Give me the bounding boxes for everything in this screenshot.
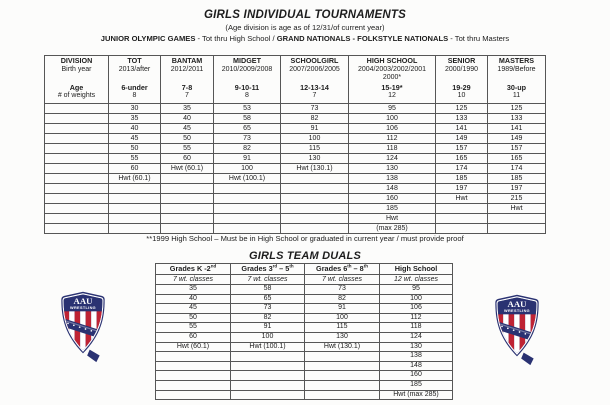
weight-cell: 112	[380, 313, 453, 323]
weight-count: 7	[185, 92, 189, 99]
birth-years-extra	[281, 74, 348, 83]
tagline-segment: - Tot thru Masters	[448, 34, 510, 43]
weight-cell	[214, 204, 281, 214]
weight-cell: 118	[349, 144, 436, 154]
weight-cell: 30	[109, 104, 161, 114]
weight-cell: 73	[281, 104, 349, 114]
page-subtitle: (Age division is age as of 12/31/of current year)	[225, 23, 385, 32]
weight-cell: Hwt (100.1)	[214, 174, 281, 184]
weight-cell	[214, 224, 281, 234]
weight-cell: 160	[349, 194, 436, 204]
team-duals-table	[155, 263, 453, 400]
weight-cell: 185	[380, 380, 453, 390]
weight-cell: 35	[156, 285, 231, 295]
table-row	[45, 104, 546, 114]
weight-cell: 185	[436, 174, 488, 184]
division-name: DIVISION	[60, 56, 93, 65]
weight-cell	[436, 204, 488, 214]
weight-cell: 100	[349, 114, 436, 124]
column-header	[45, 56, 109, 104]
weight-cell	[45, 174, 109, 184]
weight-cell: 149	[488, 134, 546, 144]
weight-cell	[109, 224, 161, 234]
birth-years-extra	[436, 74, 487, 83]
grade-column-header: Grades 6th – 8th	[305, 264, 380, 275]
weight-cell: 82	[281, 114, 349, 124]
table-row	[45, 174, 546, 184]
weight-cell	[156, 352, 231, 362]
duals-table-body	[156, 264, 453, 400]
weight-cell	[45, 114, 109, 124]
birth-years-extra	[45, 74, 108, 83]
weight-cell: Hwt	[436, 194, 488, 204]
table-row	[156, 313, 453, 323]
logo-wrestling-text: WRESTLING	[70, 306, 96, 311]
weight-cell: 197	[436, 184, 488, 194]
weight-cell: 100	[305, 313, 380, 323]
column-header	[214, 56, 281, 104]
column-header	[349, 56, 436, 104]
birth-years: 2000/1990	[444, 65, 479, 73]
logo-aau-text: AAU	[73, 296, 93, 307]
weight-cell: 40	[161, 114, 214, 124]
weight-cell: 100	[214, 164, 281, 174]
weight-cell: 124	[349, 154, 436, 164]
weight-cell	[214, 184, 281, 194]
birth-years: 2007/2006/2005	[289, 65, 340, 73]
weight-count: 7	[312, 92, 317, 99]
weight-cell	[45, 124, 109, 134]
weight-cell	[161, 214, 214, 224]
weight-count: 11	[512, 92, 521, 99]
weight-cell: 65	[231, 294, 305, 304]
logo-wrestling-text: WRESTLING	[504, 309, 530, 314]
weight-cell: 185	[349, 204, 436, 214]
weight-cell: 138	[380, 352, 453, 362]
weight-cell	[436, 224, 488, 234]
grade-column-header: Grades 3rd – 5th	[231, 264, 305, 275]
weight-cell	[45, 194, 109, 204]
tagline-bold-segment: JUNIOR OLYMPIC GAMES	[100, 34, 196, 43]
weight-cell: 100	[281, 134, 349, 144]
weight-cell: 106	[349, 124, 436, 134]
table-row	[156, 332, 453, 342]
weight-cell: Hwt (max 285)	[380, 390, 453, 400]
table-row	[45, 134, 546, 144]
weight-cell	[156, 380, 231, 390]
weight-cell: 133	[436, 114, 488, 124]
weight-cell: 58	[214, 114, 281, 124]
weight-cell	[45, 104, 109, 114]
weight-cell: 141	[488, 124, 546, 134]
weight-cell	[161, 184, 214, 194]
tagline-segment: - Tot thru High School /	[195, 34, 277, 43]
birth-years: 2004/2003/2002/2001	[357, 65, 427, 73]
table-row	[156, 361, 453, 371]
division-name: MASTERS	[498, 56, 535, 65]
weight-cell: 112	[349, 134, 436, 144]
weight-cell: 50	[156, 313, 231, 323]
weight-cell	[161, 174, 214, 184]
column-header	[281, 56, 349, 104]
weight-count: 10	[457, 92, 466, 99]
weight-cell: Hwt	[488, 204, 546, 214]
weight-cell: 130	[349, 164, 436, 174]
weight-cell: 91	[231, 323, 305, 333]
weight-count: 8	[132, 92, 137, 99]
weight-cell: 60	[109, 164, 161, 174]
weight-cell: Hwt (60.1)	[161, 164, 214, 174]
column-header	[109, 56, 161, 104]
weight-cell: 40	[109, 124, 161, 134]
weight-cell: Hwt (130.1)	[281, 164, 349, 174]
column-header	[436, 56, 488, 104]
column-header	[161, 56, 214, 104]
weight-cell	[281, 174, 349, 184]
birth-years: Birth year	[61, 65, 92, 73]
weight-cell: 185	[488, 174, 546, 184]
age-range: 19-29	[452, 82, 471, 92]
weight-cell: 100	[231, 332, 305, 342]
age-range: 15-19*	[381, 82, 403, 92]
weight-cell	[109, 214, 161, 224]
weight-cell	[45, 224, 109, 234]
weight-cell: 197	[488, 184, 546, 194]
table-row	[156, 285, 453, 295]
duals-header-row	[156, 264, 453, 275]
division-name: BANTAM	[171, 56, 203, 65]
weight-cell	[45, 134, 109, 144]
weight-cell: 157	[488, 144, 546, 154]
weight-cell	[45, 204, 109, 214]
weight-cell: 55	[161, 144, 214, 154]
weight-cell	[281, 224, 349, 234]
wt-classes-cell: 7 wt. classes	[305, 275, 380, 285]
weight-cell	[214, 194, 281, 204]
division-name: MIDGET	[233, 56, 261, 65]
birth-years-extra: 2000*	[382, 74, 402, 81]
weight-cell: 73	[231, 304, 305, 314]
weight-cell	[45, 184, 109, 194]
weight-cell: 45	[156, 304, 231, 314]
table-row	[45, 124, 546, 134]
weight-cell	[281, 204, 349, 214]
table-row	[156, 323, 453, 333]
weight-cell	[488, 224, 546, 234]
weight-cell: 215	[488, 194, 546, 204]
weight-cell: 160	[380, 371, 453, 381]
division-name: SENIOR	[447, 56, 476, 65]
weight-cell	[281, 194, 349, 204]
weight-cell: 165	[436, 154, 488, 164]
weight-cell: 148	[349, 184, 436, 194]
events-tagline	[0, 34, 610, 43]
individual-tournaments-table	[44, 55, 546, 234]
weight-cell	[305, 352, 380, 362]
weight-cell: 73	[214, 134, 281, 144]
wt-classes-cell: 12 wt. classes	[380, 275, 453, 285]
weight-cell	[231, 352, 305, 362]
weight-cell	[156, 390, 231, 400]
weight-cell: 130	[380, 342, 453, 352]
weight-cell	[45, 154, 109, 164]
table-row	[45, 114, 546, 124]
birth-years-extra	[161, 74, 213, 83]
weight-cell	[231, 380, 305, 390]
weight-cell: 50	[109, 144, 161, 154]
weight-cell: 138	[349, 174, 436, 184]
weight-cell: 82	[231, 313, 305, 323]
weight-cell: 124	[380, 332, 453, 342]
table-row	[45, 214, 546, 224]
weight-cell: 148	[380, 361, 453, 371]
weight-cell: 60	[156, 332, 231, 342]
weight-cell: 55	[109, 154, 161, 164]
weight-cell	[45, 144, 109, 154]
weight-cell	[161, 204, 214, 214]
weight-cell: 73	[305, 285, 380, 295]
page-title: GIRLS INDIVIDUAL TOURNAMENTS	[204, 9, 406, 21]
birth-years: 2013/after	[118, 65, 151, 73]
weight-count: 12	[388, 92, 396, 99]
weight-cell: 45	[161, 124, 214, 134]
birth-years: 2010/2009/2008	[221, 65, 273, 73]
division-name: HIGH SCHOOL	[366, 56, 418, 65]
table-row	[156, 390, 453, 400]
birth-years: 2012/2011	[170, 65, 204, 73]
table-row	[156, 352, 453, 362]
weight-cell: 149	[436, 134, 488, 144]
ribbon-tail	[87, 350, 100, 363]
weight-cell: 157	[436, 144, 488, 154]
tagline-bold-segment: GRAND NATIONALS - FOLKSTYLE NATIONALS	[276, 34, 449, 43]
weight-cell: 82	[214, 144, 281, 154]
table-row	[156, 294, 453, 304]
weight-cell: 50	[161, 134, 214, 144]
weight-cell	[109, 204, 161, 214]
weight-cell	[305, 361, 380, 371]
table-row	[45, 224, 546, 234]
table-row	[156, 304, 453, 314]
weight-cell: 141	[436, 124, 488, 134]
weight-cell	[488, 214, 546, 224]
weight-cell	[305, 371, 380, 381]
weight-cell: 125	[488, 104, 546, 114]
weight-cell	[305, 390, 380, 400]
weight-cell	[436, 214, 488, 224]
aau-wrestling-logo	[58, 283, 108, 373]
table-row	[156, 342, 453, 352]
weight-cell	[161, 194, 214, 204]
birth-years-extra	[214, 74, 280, 83]
age-range: 6-under	[121, 82, 148, 92]
weight-cell: 35	[109, 114, 161, 124]
weight-cell: 55	[156, 323, 231, 333]
weight-cell	[156, 361, 231, 371]
weight-cell: 91	[214, 154, 281, 164]
wt-classes-cell: 7 wt. classes	[231, 275, 305, 285]
duals-title: GIRLS TEAM DUALS	[249, 250, 361, 262]
age-range: 12-13-14	[300, 82, 329, 92]
weight-cell	[305, 380, 380, 390]
weight-cell	[231, 390, 305, 400]
weight-cell: 53	[214, 104, 281, 114]
weight-cell: 174	[436, 164, 488, 174]
grade-column-header: High School	[380, 264, 453, 275]
division-name: SCHOOLGIRL	[290, 56, 339, 65]
weight-cell: 60	[161, 154, 214, 164]
duals-classes-row	[156, 275, 453, 285]
table-row	[45, 144, 546, 154]
weight-cell: 118	[380, 323, 453, 333]
weight-cell: 100	[380, 294, 453, 304]
weight-cell	[45, 164, 109, 174]
weight-cell: Hwt (100.1)	[231, 342, 305, 352]
table-row	[156, 380, 453, 390]
weight-cell: Hwt (130.1)	[305, 342, 380, 352]
table-row	[45, 184, 546, 194]
ribbon-tail	[521, 353, 534, 366]
weight-cell: 130	[281, 154, 349, 164]
weight-cell: 40	[156, 294, 231, 304]
weight-cell: 130	[305, 332, 380, 342]
individual-table-body	[45, 56, 546, 234]
weight-cell	[231, 361, 305, 371]
weight-cell: 91	[305, 304, 380, 314]
weight-cell	[156, 371, 231, 381]
weight-cell: (max 285)	[349, 224, 436, 234]
weight-cell	[109, 184, 161, 194]
age-range: 30-up	[506, 82, 527, 92]
weight-cell: 133	[488, 114, 546, 124]
table-row	[45, 164, 546, 174]
weight-cell: 95	[349, 104, 436, 114]
weight-cell: 82	[305, 294, 380, 304]
grade-column-header: Grades K -2nd	[156, 264, 231, 275]
weight-cell: 115	[305, 323, 380, 333]
aau-wrestling-logo	[492, 286, 542, 376]
table-row	[45, 194, 546, 204]
weight-cell	[109, 194, 161, 204]
weight-cell: 65	[214, 124, 281, 134]
birth-years-extra	[488, 74, 545, 83]
weight-cell	[45, 214, 109, 224]
weight-cell: Hwt	[349, 214, 436, 224]
column-header	[488, 56, 546, 104]
weight-cell: Hwt (60.1)	[109, 174, 161, 184]
individual-header-row	[45, 56, 546, 104]
division-name: TOT	[127, 56, 142, 65]
weight-cell: 125	[436, 104, 488, 114]
weight-cell: 174	[488, 164, 546, 174]
weight-cell: 45	[109, 134, 161, 144]
logo-aau-text: AAU	[507, 299, 527, 310]
table-row	[45, 204, 546, 214]
wt-classes-cell: 7 wt. classes	[156, 275, 231, 285]
age-range: Age	[69, 82, 84, 92]
birth-years: 1989/Before	[497, 65, 536, 73]
high-school-footnote: **1999 High School – Must be in High School or graduated in current year / must provide proof	[146, 234, 464, 243]
weight-cell	[161, 224, 214, 234]
weight-cell	[231, 371, 305, 381]
weight-cell: 58	[231, 285, 305, 295]
weight-cell: 95	[380, 285, 453, 295]
age-range: 9-10-11	[234, 82, 260, 92]
weight-count: # of weights	[57, 92, 96, 99]
weight-cell: 35	[161, 104, 214, 114]
weight-count: 8	[245, 92, 249, 99]
weight-cell	[281, 184, 349, 194]
age-range: 7-8	[181, 82, 193, 92]
table-row	[156, 371, 453, 381]
birth-years-extra	[109, 74, 160, 83]
weight-cell: 106	[380, 304, 453, 314]
weight-cell	[281, 214, 349, 224]
weight-cell	[214, 214, 281, 224]
table-row	[45, 154, 546, 164]
weight-cell: Hwt (60.1)	[156, 342, 231, 352]
weight-cell: 91	[281, 124, 349, 134]
weight-cell: 165	[488, 154, 546, 164]
weight-cell: 115	[281, 144, 349, 154]
